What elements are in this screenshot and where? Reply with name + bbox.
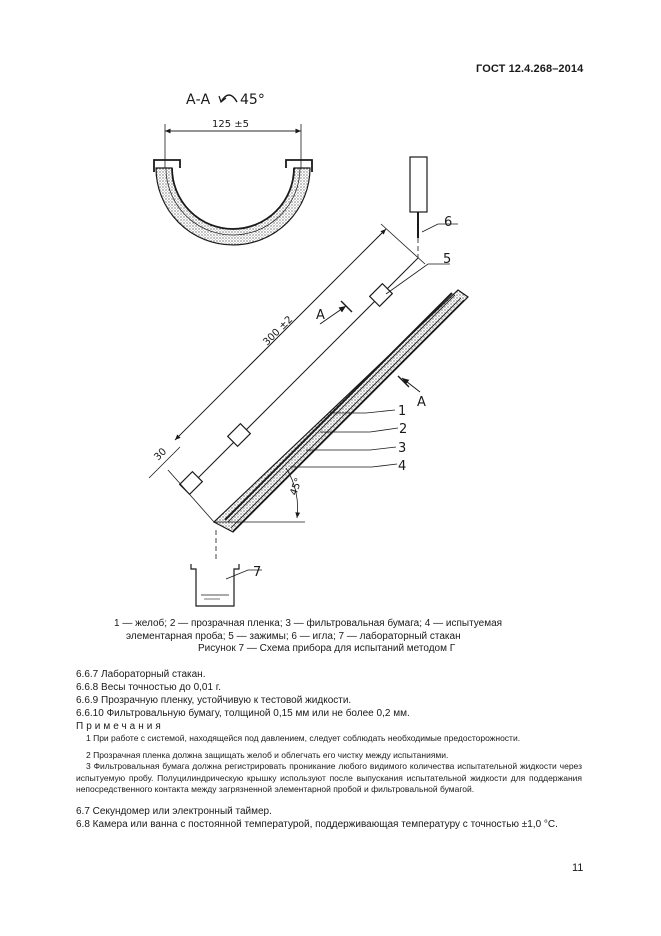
callout-4: 4	[398, 459, 407, 474]
note-3: 3 Фильтровальная бумага должна регистрировать проникание любого видимого количества испытательной жидкости через испытуемую пробу. Полуцилиндрическую крышку используют после выпускания испытательной жидкости для поддержания непосредственного контакта между загрязненной элементарной пробой и фильтровальной бумагой.	[76, 761, 582, 794]
width-dim-label: 125 ±5	[212, 119, 250, 130]
item-6-6-8: 6.6.8 Весы точностью до 0,01 г.	[76, 682, 222, 693]
callout-1: 1	[398, 404, 407, 419]
offset-dim-label: 30	[152, 446, 170, 464]
figure-caption: Рисунок 7 — Схема прибора для испытаний методом Г	[198, 643, 456, 654]
legend-line-1: 1 — желоб; 2 — прозрачная пленка; 3 — фильтровальная бумага; 4 — испытуемая	[114, 618, 503, 629]
clamp-bottom	[180, 472, 203, 495]
item-6-7: 6.7 Секундомер или электронный таймер.	[76, 805, 272, 817]
callout-3: 3	[398, 441, 407, 456]
callout-2: 2	[399, 422, 408, 437]
item-6-6-9: 6.6.9 Прозрачную пленку, устойчивую к тестовой жидкости.	[76, 695, 352, 706]
section-mark-bottom: А	[417, 395, 426, 410]
figure-legend	[114, 617, 554, 643]
callout-7: 7	[253, 565, 262, 580]
inclined-trough	[214, 290, 468, 532]
item-6-6-10: 6.6.10 Фильтровальную бумагу, толщиной 0,15 мм или не более 0,2 мм.	[76, 708, 410, 719]
incline-angle-label: 45°	[288, 476, 305, 498]
trough-cross-section	[154, 160, 312, 245]
legend-line-2: элементарная проба; 5 — зажимы; 6 — игла; 7 — лабораторный стакан	[126, 631, 461, 642]
length-dim-label: 300 ±2	[261, 314, 296, 349]
item-6-6-7: 6.6.7 Лабораторный стакан.	[76, 669, 206, 680]
callout-6: 6	[444, 215, 453, 230]
section-mark-top: А	[316, 308, 325, 323]
clamp-middle	[228, 424, 251, 447]
note-2: 2 Прозрачная пленка должна защищать желоб и облегчать его чистку между испытаниями.	[86, 749, 449, 760]
notes-title: Примечания	[76, 721, 164, 732]
section-label: А-А	[186, 92, 211, 108]
document-body	[76, 668, 582, 831]
note-1: 1 При работе с системой, находящейся под давлением, следует соблюдать необходимые предосторожности.	[86, 733, 521, 743]
callout-5: 5	[443, 252, 452, 267]
rotation-arc-icon	[221, 95, 237, 102]
item-6-8: 6.8 Камера или ванна с постоянной температурой, поддерживающая температуру с точностью ±1,0 °С.	[76, 818, 558, 830]
standard-number: ГОСТ 12.4.268–2014	[476, 63, 584, 75]
lab-beaker	[191, 564, 239, 606]
width-dimension	[165, 124, 301, 168]
section-angle-label: 45°	[240, 92, 265, 108]
page-number: 11	[572, 862, 584, 874]
needle-holder	[410, 157, 427, 258]
